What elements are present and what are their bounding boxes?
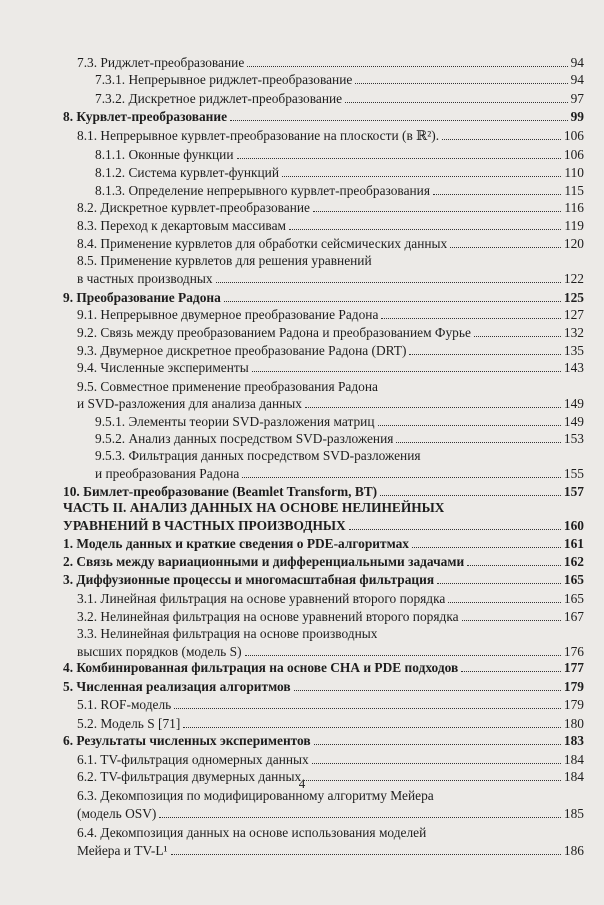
toc-page-number: 153	[563, 431, 584, 446]
dot-leader	[159, 817, 561, 818]
toc-page-number: 115	[564, 183, 584, 198]
toc-entry-line	[63, 109, 584, 125]
dot-leader	[252, 371, 561, 372]
toc-entry-title: УРАВНЕНИЙ В ЧАСТНЫХ ПРОИЗВОДНЫХ	[63, 518, 346, 533]
toc-entry-line	[77, 626, 377, 642]
toc-page-number: 165	[563, 572, 584, 587]
toc-entry-line	[77, 843, 584, 859]
toc-entry-line	[77, 806, 584, 822]
toc-entry-line	[95, 147, 584, 163]
toc-page-number: 116	[564, 200, 584, 215]
dot-leader	[282, 176, 561, 177]
toc-entry-title: 8.2. Дискретное курвлет-преобразование	[77, 200, 311, 215]
dot-leader	[245, 655, 561, 656]
toc-page-number: 176	[563, 644, 584, 659]
toc-page-number: 125	[563, 290, 584, 305]
dot-leader	[409, 354, 560, 355]
toc-entry-line	[77, 271, 584, 287]
toc-page-number: 149	[563, 414, 584, 429]
toc-page-number: 179	[563, 679, 584, 694]
toc-entry-title: 9.4. Численные эксперименты	[77, 360, 249, 375]
toc-entry-title: 6.2. TV-фильтрация двумерных данных	[77, 769, 302, 784]
toc-entry-title: 6. Результаты численных экспериментов	[63, 733, 311, 748]
toc-entry-line	[63, 484, 584, 500]
toc-page-number: 180	[563, 716, 584, 731]
toc-entry-line	[63, 554, 584, 570]
dot-leader	[396, 442, 560, 443]
dot-leader	[216, 282, 561, 283]
toc-entry-title: 3.1. Линейная фильтрация на основе уравнений второго порядка	[77, 591, 446, 606]
toc-page-number: 119	[564, 218, 584, 233]
toc-entry-line	[95, 448, 421, 464]
dot-leader	[380, 495, 561, 496]
dot-leader	[312, 763, 561, 764]
toc-page-number: 165	[563, 591, 584, 606]
toc-entry-title: и преобразования Радона	[95, 466, 240, 481]
toc-page-number: 184	[563, 752, 584, 767]
dot-leader	[242, 477, 561, 478]
toc-entry-title: 9.2. Связь между преобразованием Радона и преобразованием Фурье	[77, 325, 471, 340]
toc-entry-line	[77, 253, 372, 269]
toc-entry-title: 8.1. Непрерывное курвлет-преобразование на плоскости (в ℝ²).	[77, 128, 440, 143]
toc-entry-line	[95, 183, 584, 199]
toc-entry-line	[77, 379, 378, 395]
dot-leader	[174, 708, 561, 709]
toc-entry-title: 9.5.1. Элементы теории SVD-разложения матриц	[95, 414, 375, 429]
toc-entry-title: высших порядков (модель S)	[77, 644, 242, 659]
toc-entry-title: 7.3.1. Непрерывное риджлет-преобразование	[95, 72, 353, 87]
toc-entry-title: 8.1.2. Система курвлет-функций	[95, 165, 279, 180]
toc-entry-line	[77, 609, 584, 625]
toc-entry-title: 3.2. Нелинейная фильтрация на основе уравнений второго порядка	[77, 609, 459, 624]
toc-entry-title: 8.3. Переход к декартовым массивам	[77, 218, 286, 233]
toc-page-number: 149	[563, 396, 584, 411]
dot-leader	[349, 529, 561, 530]
dot-leader	[442, 139, 561, 140]
toc-entry-line	[77, 716, 584, 732]
toc-entry-line	[77, 325, 584, 341]
dot-leader	[171, 854, 561, 855]
toc-page-number: 127	[563, 307, 584, 322]
toc-entry-title: 8.1.3. Определение непрерывного курвлет-преобразования	[95, 183, 431, 198]
toc-entry-line	[63, 290, 584, 306]
toc-page-number: 155	[563, 466, 584, 481]
toc-entry-line	[95, 72, 584, 88]
toc-entry-line	[77, 697, 584, 713]
toc-entry-line	[77, 360, 584, 376]
toc-entry-title: 8.5. Применение курвлетов для решения уравнений	[77, 253, 372, 268]
toc-entry-title: 2. Связь между вариационными и дифференциальными задачами	[63, 554, 465, 569]
toc-entry-title: 8.1.1. Оконные функции	[95, 147, 234, 162]
toc-entry-title: 7.3. Риджлет-преобразование	[77, 55, 245, 70]
toc-page-number: 183	[563, 733, 584, 748]
dot-leader	[378, 425, 561, 426]
toc-entry-line	[77, 55, 584, 71]
toc-entry-line	[77, 307, 584, 323]
toc-entry-title: 9.1. Непрерывное двумерное преобразование Радона	[77, 307, 379, 322]
toc-entry-line	[77, 218, 584, 234]
toc-page-number: 110	[564, 165, 584, 180]
dot-leader	[448, 602, 561, 603]
toc-page-number: 143	[563, 360, 584, 375]
toc-entry-line	[63, 733, 584, 749]
toc-entry-line	[77, 396, 584, 412]
dot-leader	[237, 158, 561, 159]
toc-entry-line	[77, 752, 584, 768]
dot-leader	[450, 247, 561, 248]
toc-entry-line	[77, 644, 584, 660]
toc-entry-line	[63, 660, 584, 676]
toc-entry-line	[77, 200, 584, 216]
dot-leader	[294, 690, 561, 691]
toc-page-number: 99	[570, 109, 584, 124]
toc-page-number: 97	[570, 91, 584, 106]
dot-leader	[355, 83, 567, 84]
toc-page-number: 185	[563, 806, 584, 821]
toc-entry-title: 9.5. Совместное применение преобразования Радона	[77, 379, 378, 394]
toc-page-number: 162	[563, 554, 584, 569]
toc-page-number: 167	[563, 609, 584, 624]
toc-entry-line	[63, 518, 584, 534]
dot-leader	[462, 620, 561, 621]
toc-entry-line	[63, 500, 444, 516]
toc-entry-title: 9.5.2. Анализ данных посредством SVD-разложения	[95, 431, 394, 446]
toc-entry-line	[95, 414, 584, 430]
toc-entry-line	[95, 431, 584, 447]
dot-leader	[183, 727, 561, 728]
toc-page-number: 106	[563, 147, 584, 162]
dot-leader	[437, 583, 561, 584]
dot-leader	[345, 102, 567, 103]
toc-entry-line	[77, 343, 584, 359]
dot-leader	[474, 336, 561, 337]
toc-entry-line	[77, 236, 584, 252]
dot-leader	[305, 407, 561, 408]
toc-entry-title: 3.3. Нелинейная фильтрация на основе производных	[77, 626, 378, 641]
dot-leader	[467, 565, 561, 566]
toc-entry-title: 9.3. Двумерное дискретное преобразование Радона (DRT)	[77, 343, 407, 358]
toc-entry-line	[63, 536, 584, 552]
toc-page-number: 179	[563, 697, 584, 712]
toc-entry-title: 5.1. ROF-модель	[77, 697, 172, 712]
toc-entry-title: 6.1. TV-фильтрация одномерных данных	[77, 752, 309, 767]
toc-entry-title: 10. Бимлет-преобразование (Beamlet Transform, BT)	[63, 484, 378, 499]
dot-leader	[314, 744, 561, 745]
toc-page-number: 135	[563, 343, 584, 358]
toc-entry-title: в частных производных	[77, 271, 213, 286]
toc-entry-title: (модель OSV)	[77, 806, 157, 821]
toc-entry-line	[95, 165, 584, 181]
toc-page-number: 122	[563, 271, 584, 286]
dot-leader	[247, 66, 567, 67]
toc-page-number: 132	[563, 325, 584, 340]
dot-leader	[381, 318, 561, 319]
toc-entry-title: 6.4. Декомпозиция данных на основе использования моделей	[77, 825, 427, 840]
toc-entry-title: 8. Курвлет-преобразование	[63, 109, 228, 124]
toc-entry-title: 5.2. Модель S [71]	[77, 716, 181, 731]
dot-leader	[412, 547, 561, 548]
dot-leader	[289, 229, 561, 230]
toc-page-number: 120	[563, 236, 584, 251]
toc-page-number: 94	[570, 55, 584, 70]
toc-page-number: 94	[570, 72, 584, 87]
toc-entry-line	[63, 572, 584, 588]
dot-leader	[230, 120, 568, 121]
toc-entry-title: 7.3.2. Дискретное риджлет-преобразование	[95, 91, 343, 106]
toc-page-number: 177	[563, 660, 584, 675]
toc-entry-title: 9. Преобразование Радона	[63, 290, 221, 305]
toc-page-number: 106	[563, 128, 584, 143]
toc-entry-title: 4. Комбинированная фильтрация на основе СНА и PDE подходов	[63, 660, 459, 675]
toc-page-number: 161	[563, 536, 584, 551]
toc-entry-line	[95, 91, 584, 107]
dot-leader	[224, 301, 561, 302]
toc-entry-line	[77, 128, 584, 144]
toc-entry-title: 9.5.3. Фильтрация данных посредством SVD-разложения	[95, 448, 421, 463]
dot-leader	[433, 194, 561, 195]
toc-entry-line	[77, 825, 426, 841]
toc-entry-line	[63, 679, 584, 695]
dot-leader	[461, 671, 561, 672]
toc-entry-title: 3. Диффузионные процессы и многомасштабная фильтрация	[63, 572, 435, 587]
toc-entry-title: 1. Модель данных и краткие сведения о PDE-алгоритмах	[63, 536, 409, 551]
toc-page-number: 184	[563, 769, 584, 784]
toc-entry-title: 8.4. Применение курвлетов для обработки сейсмических данных	[77, 236, 448, 251]
toc-entry-title: ЧАСТЬ II. АНАЛИЗ ДАННЫХ НА ОСНОВЕ НЕЛИНЕЙНЫХ	[63, 500, 445, 515]
toc-entry-line	[95, 466, 584, 482]
toc-page-number: 160	[563, 518, 584, 533]
toc-entry-title: 6.3. Декомпозиция по модифицированному алгоритму Мейера	[77, 788, 434, 803]
page-number: 4	[298, 776, 306, 791]
toc-page-number: 157	[563, 484, 584, 499]
toc-entry-title: и SVD-разложения для анализа данных	[77, 396, 302, 411]
dot-leader	[313, 211, 561, 212]
toc-page-number: 186	[563, 843, 584, 858]
toc-entry-title: 5. Численная реализация алгоритмов	[63, 679, 291, 694]
toc-entry-title: Мейера и TV-L¹	[77, 843, 168, 858]
toc-entry-line	[77, 591, 584, 607]
